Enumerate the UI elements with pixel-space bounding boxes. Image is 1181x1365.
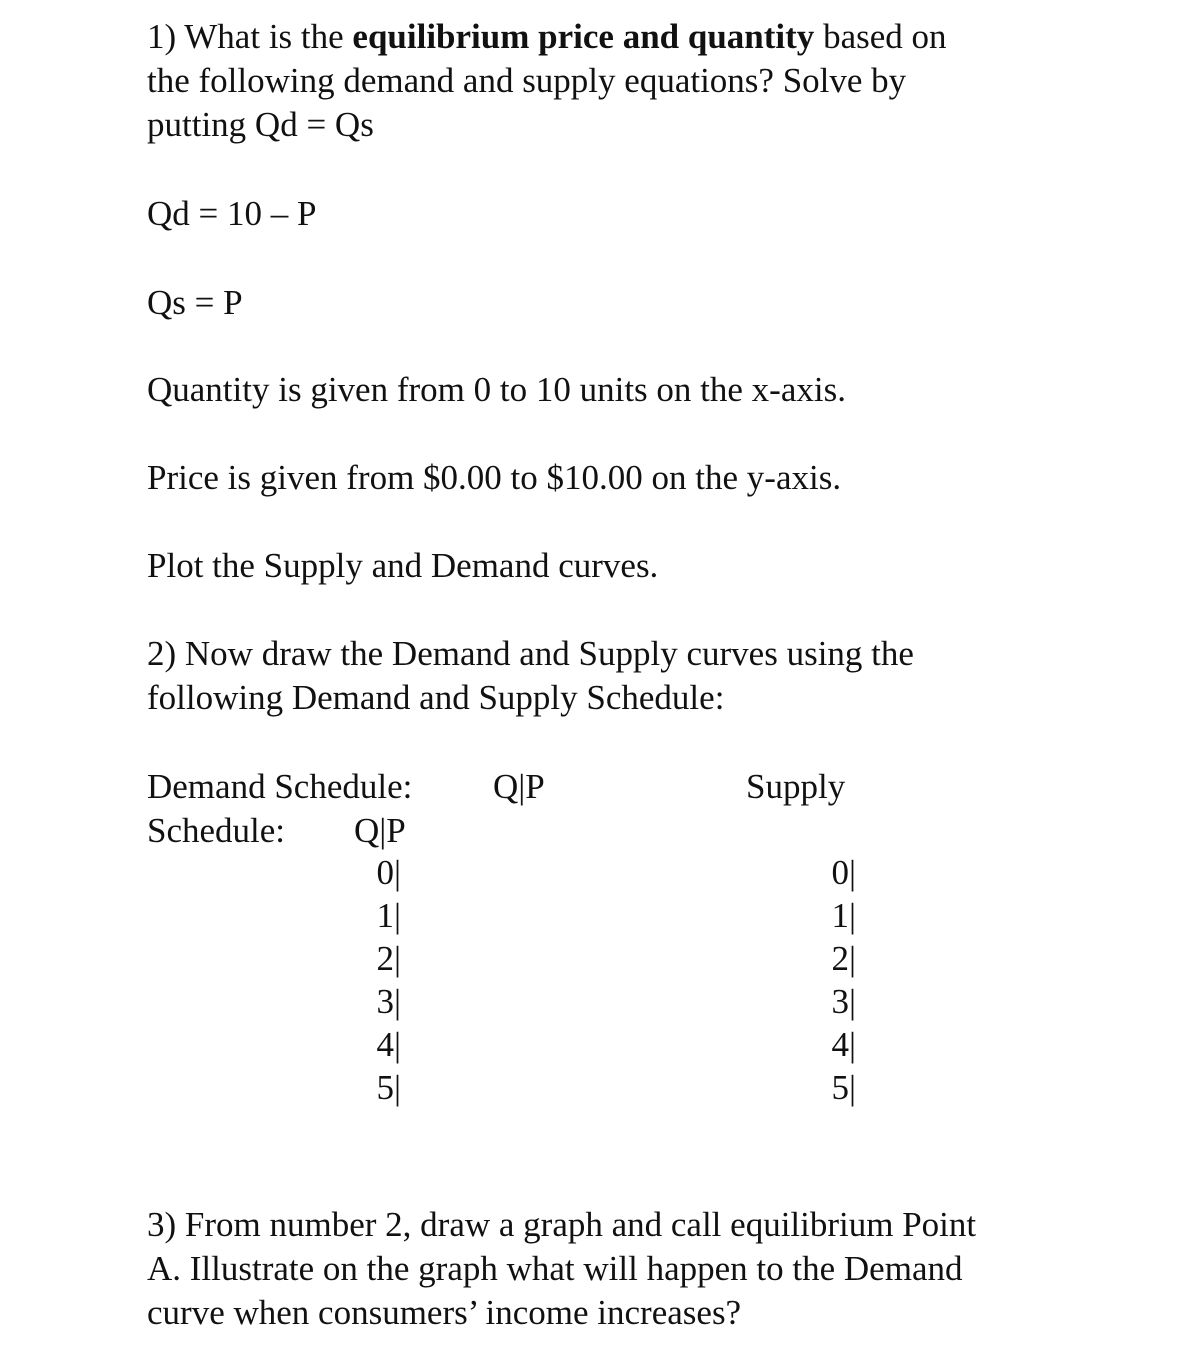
demand-schedule-row: 3| bbox=[376, 982, 401, 1021]
question-1-line-3: putting Qd = Qs bbox=[147, 105, 374, 144]
demand-schedule-row: 1| bbox=[376, 896, 401, 935]
supply-schedule-row: 1| bbox=[831, 896, 856, 935]
question-3-line-2: A. Illustrate on the graph what will happen to the Demand bbox=[147, 1249, 963, 1288]
demand-schedule-row: 5| bbox=[376, 1068, 401, 1107]
question-2-line-1: 2) Now draw the Demand and Supply curves using the bbox=[147, 634, 914, 673]
supply-schedule-row: 2| bbox=[831, 939, 856, 978]
supply-schedule-label: Supply bbox=[746, 767, 846, 806]
supply-schedule-label-continued: Schedule: bbox=[147, 811, 286, 850]
demand-equation: Qd = 10 – P bbox=[147, 194, 317, 233]
supply-schedule-header: Q|P bbox=[354, 811, 406, 850]
question-1-line-1 bbox=[147, 15, 947, 59]
supply-equation: Qs = P bbox=[147, 283, 243, 322]
demand-schedule-row: 0| bbox=[376, 853, 401, 892]
plot-instruction: Plot the Supply and Demand curves. bbox=[147, 546, 659, 585]
question-1-bold-phrase: equilibrium price and quantity bbox=[352, 17, 815, 56]
question-1-line-1-post: based on bbox=[814, 17, 947, 56]
question-1-line-1-pre: 1) What is the bbox=[147, 17, 353, 56]
question-2-line-2: following Demand and Supply Schedule: bbox=[147, 678, 725, 717]
demand-schedule-label: Demand Schedule: bbox=[147, 767, 413, 806]
question-3-line-1: 3) From number 2, draw a graph and call equilibrium Point bbox=[147, 1205, 977, 1244]
demand-schedule-header: Q|P bbox=[493, 767, 545, 806]
supply-schedule-row: 5| bbox=[831, 1068, 856, 1107]
supply-schedule-row: 0| bbox=[831, 853, 856, 892]
demand-schedule-column bbox=[317, 851, 401, 1109]
supply-schedule-column bbox=[772, 851, 856, 1109]
document-page bbox=[147, 0, 1107, 1365]
price-note: Price is given from $0.00 to $10.00 on the y-axis. bbox=[147, 458, 842, 497]
question-1-line-2: the following demand and supply equations? Solve by bbox=[147, 61, 907, 100]
demand-schedule-row: 2| bbox=[376, 939, 401, 978]
supply-schedule-row: 4| bbox=[831, 1025, 856, 1064]
quantity-note: Quantity is given from 0 to 10 units on the x-axis. bbox=[147, 370, 846, 409]
supply-schedule-row: 3| bbox=[831, 982, 856, 1021]
demand-schedule-row: 4| bbox=[376, 1025, 401, 1064]
question-3-line-3: curve when consumers’ income increases? bbox=[147, 1293, 742, 1332]
